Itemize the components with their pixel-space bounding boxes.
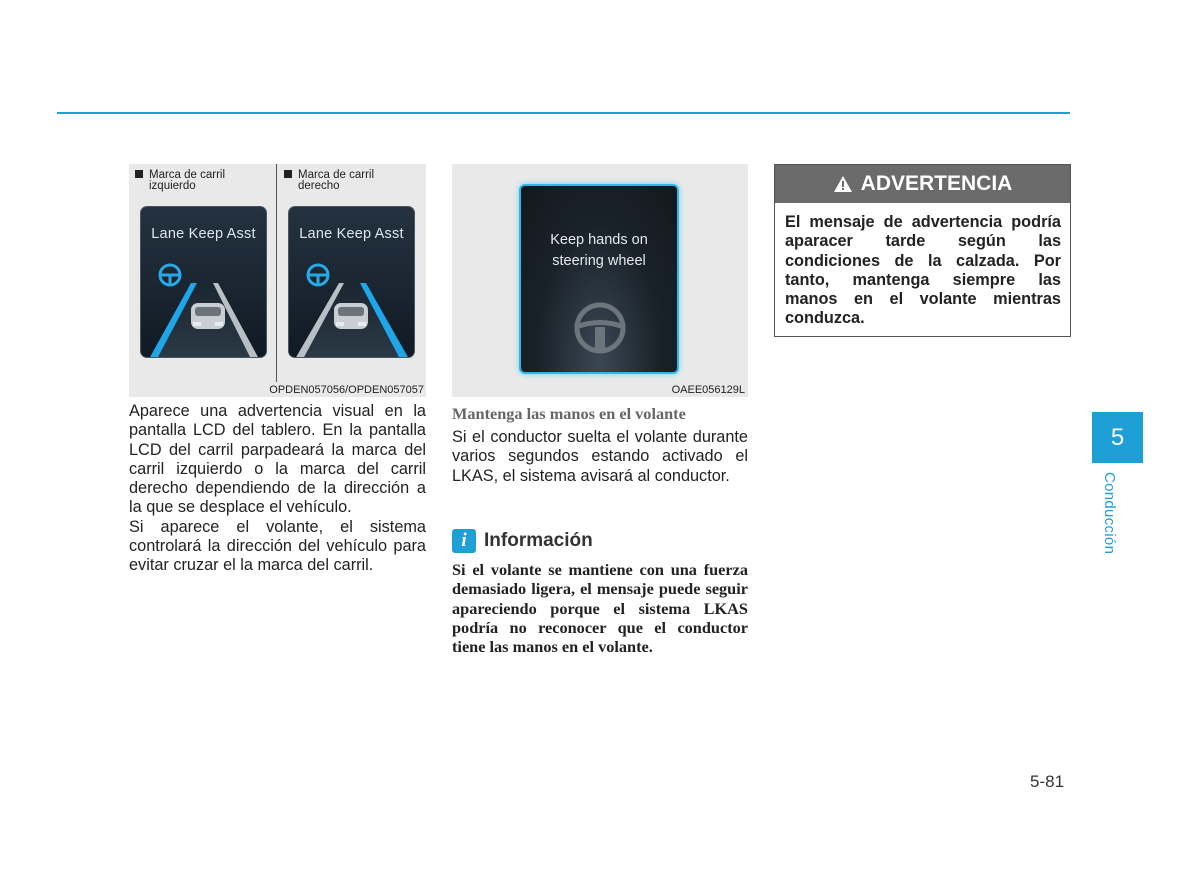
image-code: OAEE056129L xyxy=(671,384,745,396)
info-title: Información xyxy=(484,530,593,551)
section-body: Si el conductor suelta el volante durante varios segundos estando activado el LKAS, el sistema avisará al conductor. xyxy=(452,428,748,485)
car-icon xyxy=(334,303,368,329)
paragraph: Aparece una advertencia visual en la pantalla LCD del tablero. En la pantalla LCD del carril parpadeará la marca del carril izquierdo o la marca del carril derecho dependiendo de la dirección a la que se desplace el vehículo. xyxy=(129,402,426,517)
lane-keep-figure xyxy=(129,164,426,397)
warning-box xyxy=(774,164,1071,337)
header-rule xyxy=(57,112,1070,114)
caption-left-lane: Marca de carril izquierdo xyxy=(135,170,225,192)
info-body: Si el volante se mantiene con una fuerza demasiado ligera, el mensaje puede seguir apareciendo porque el sistema LKAS podría no reconocer que el conductor tiene las manos en el volante. xyxy=(452,560,748,657)
warning-triangle-icon xyxy=(833,175,853,193)
warning-header xyxy=(775,165,1070,203)
section-heading: Mantenga las manos en el volante xyxy=(452,404,686,423)
lcd-screen-hands-on xyxy=(519,184,679,374)
lcd-screen-left-lane xyxy=(140,206,267,358)
page-number: 5-81 xyxy=(1030,772,1065,791)
bullet-square-icon xyxy=(284,170,292,178)
image-code: OPDEN057056/OPDEN057057 xyxy=(269,384,424,396)
chapter-tab[interactable]: 5 xyxy=(1092,412,1143,463)
screen-title: Lane Keep Asst xyxy=(299,226,404,242)
column-1-text xyxy=(129,402,426,576)
hands-on-figure xyxy=(452,164,748,397)
screen-message: Keep hands on steering wheel xyxy=(550,232,648,269)
steering-wheel-icon xyxy=(160,265,180,285)
info-icon: i xyxy=(452,529,476,553)
bullet-square-icon xyxy=(135,170,143,178)
screen-title: Lane Keep Asst xyxy=(151,226,256,242)
lcd-screen-right-lane xyxy=(288,206,415,358)
steering-wheel-icon xyxy=(573,301,627,355)
warning-text: El mensaje de advertencia podría aparacer tarde según las condiciones de la calzada. Por tanto, mantenga siempre las manos en el volante mientras conduzca. xyxy=(785,213,1061,328)
caption-right-lane: Marca de carril derecho xyxy=(284,170,374,192)
lane-right-graphic xyxy=(289,207,415,358)
paragraph: Si aparece el volante, el sistema controlará la dirección del vehículo para evitar cruzar el la marca del carril. xyxy=(129,517,426,575)
steering-wheel-icon xyxy=(308,265,328,285)
car-icon xyxy=(191,303,225,329)
figure-divider xyxy=(276,164,277,382)
chapter-label: Conducción xyxy=(1101,472,1118,555)
warning-title: ADVERTENCIA xyxy=(860,172,1013,195)
lane-left-graphic xyxy=(141,207,267,358)
